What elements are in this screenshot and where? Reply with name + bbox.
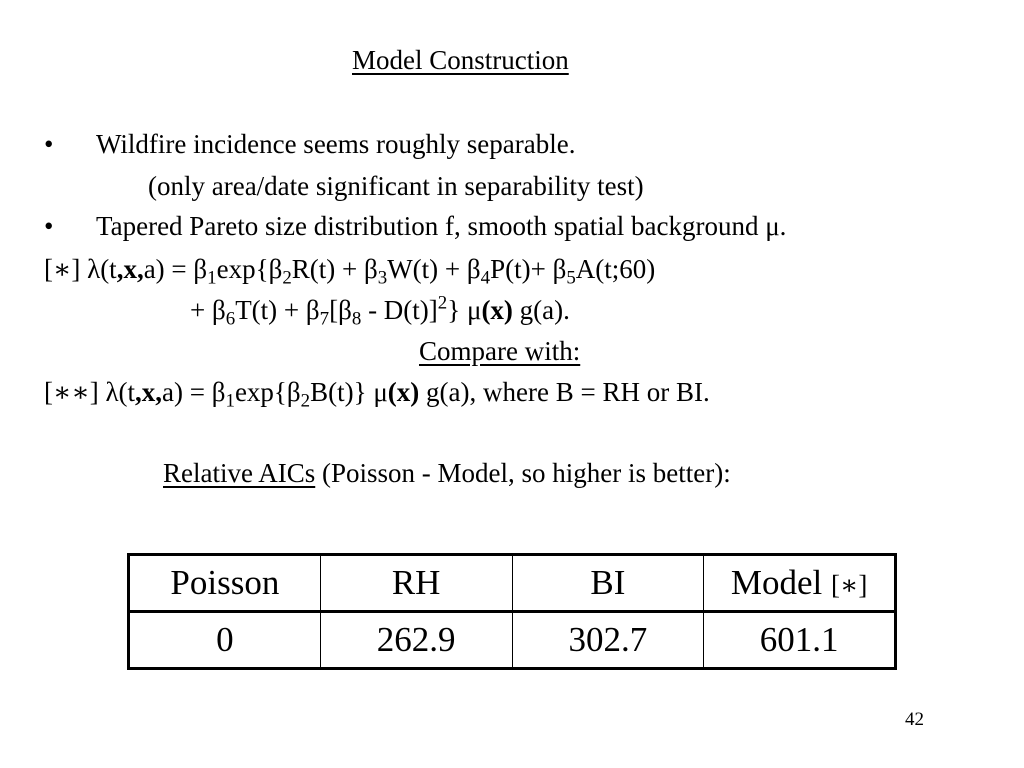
table-cell: 302.7 xyxy=(512,612,704,669)
equation-2: [∗∗] $\lambda(t,x,a) = \beta_1\exp\{\beta_2B(t)\}$ μ(x) g(a), where B = RH or BI. xyxy=(44,377,710,412)
bullet-2-text: Tapered Pareto size distribution f, smooth spatial background μ. xyxy=(96,211,787,241)
table-header-row xyxy=(129,555,896,612)
bullet-1-text: Wildfire incidence seems roughly separable. xyxy=(96,129,576,159)
table-cell: 262.9 xyxy=(320,612,512,669)
bullet-marker: • xyxy=(44,129,54,159)
table-header-cell: BI xyxy=(512,555,704,612)
model-tag: [∗] xyxy=(831,570,868,600)
equation-1-line-2: + $\beta_6T(t) + \beta_7[\beta_8 - D(t)]^2$} μ(x) g(a). xyxy=(190,292,570,330)
table-cell: 601.1 xyxy=(704,612,896,669)
aic-label: Relative AICs xyxy=(163,458,316,488)
page-number: 42 xyxy=(905,709,924,730)
equation-1-line-1: [∗] $\lambda(t,x,a) = \beta_1\exp\{\beta_2R(t) + \beta_3W(t) + \beta_4P(t)+$ $\beta_5A(t;60)$ xyxy=(44,254,656,289)
aic-table xyxy=(127,553,897,670)
bullet-marker: • xyxy=(44,211,54,241)
table-header-cell-model: Model [∗] xyxy=(704,555,896,612)
compare-label: Compare with: xyxy=(419,336,581,366)
table-row xyxy=(129,612,896,669)
table-cell: 0 xyxy=(129,612,321,669)
slide-title: Model Construction xyxy=(352,45,569,75)
aic-heading xyxy=(163,460,731,487)
table-header-cell: RH xyxy=(320,555,512,612)
aic-note: (Poisson - Model, so higher is better): xyxy=(315,458,731,488)
table-header-cell: Poisson xyxy=(129,555,321,612)
bullet-1-note: (only area/date significant in separability test) xyxy=(148,171,644,201)
equation-tag: [∗∗] xyxy=(44,377,99,407)
equation-tag: [∗] xyxy=(44,254,81,284)
